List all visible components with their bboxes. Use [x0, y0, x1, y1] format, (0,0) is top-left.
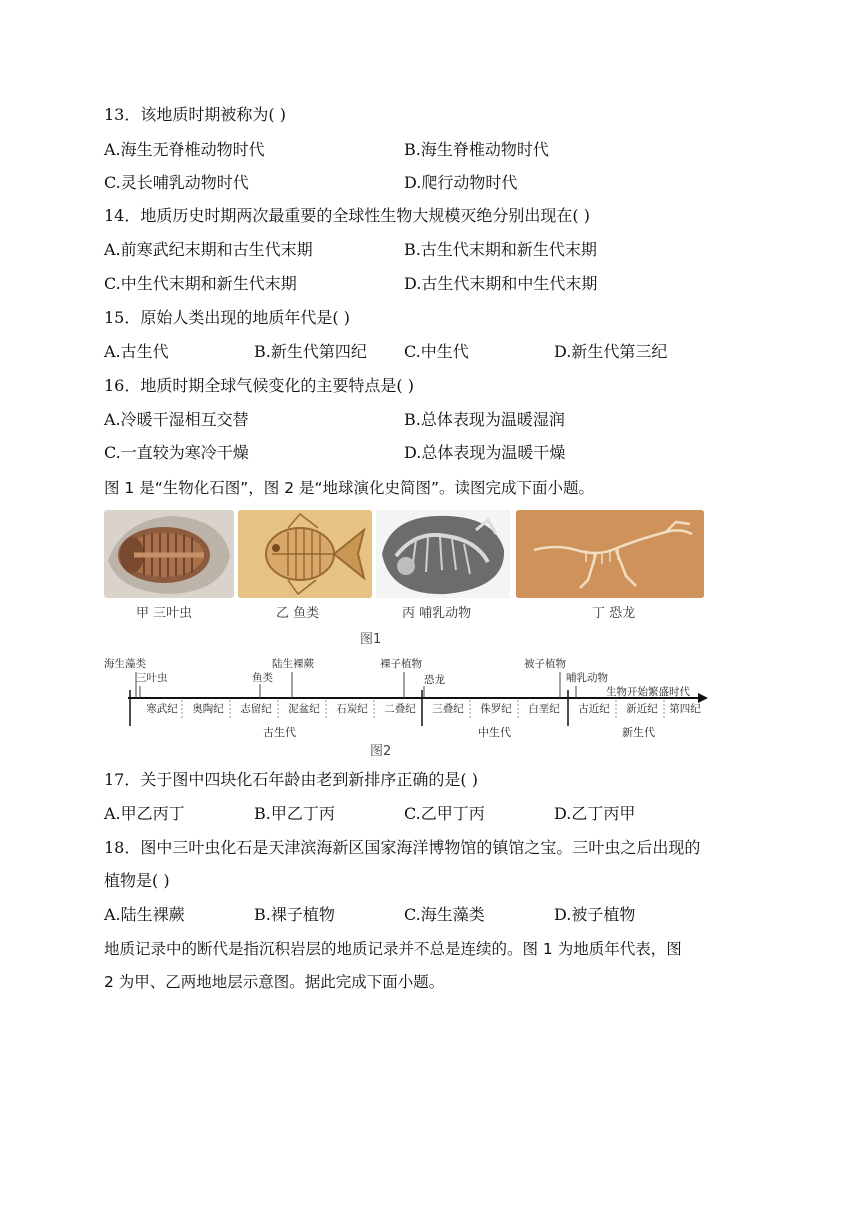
q16-option-d[interactable]: D.总体表现为温暖干燥 [404, 443, 566, 462]
question-13-stem: 13．该地质时期被称为( ) [104, 105, 286, 124]
period-permian: 二叠纪 [384, 703, 416, 715]
question-18-stem-line1: 18．图中三叶虫化石是天津滨海新区国家海洋博物馆的镇馆之宝。三叶虫之后出现的 [104, 838, 701, 857]
q17-option-d[interactable]: D.乙丁丙甲 [554, 804, 636, 823]
intro-unconformity-line2: 2 为甲、乙两地地层示意图。据此完成下面小题。 [104, 973, 445, 991]
q15-option-c[interactable]: C.中生代 [404, 342, 469, 361]
period-carboniferous: 石炭纪 [336, 703, 368, 715]
dinosaur-fossil-image [516, 510, 704, 598]
era-cenozoic: 新生代 [622, 726, 655, 739]
label-fish: 鱼类 [252, 672, 273, 684]
fish-fossil-image [238, 510, 372, 598]
q14-option-d[interactable]: D.古生代末期和中生代末期 [404, 274, 598, 293]
figure-1-title: 图1 [360, 632, 382, 647]
q18-option-b[interactable]: B.裸子植物 [254, 905, 335, 924]
question-18-stem-line2: 植物是( ) [104, 871, 170, 890]
figure-2-title: 图2 [370, 744, 392, 759]
q18-option-a[interactable]: A.陆生裸蕨 [104, 905, 185, 924]
label-mammal: 哺乳动物 [566, 672, 608, 684]
q16-option-b[interactable]: B.总体表现为温暖湿润 [404, 410, 565, 429]
q15-option-a[interactable]: A.古生代 [104, 342, 169, 361]
q14-option-b[interactable]: B.古生代末期和新生代末期 [404, 240, 597, 259]
q18-option-c[interactable]: C.海生藻类 [404, 905, 485, 924]
q13-option-d[interactable]: D.爬行动物时代 [404, 173, 518, 192]
fossil-caption-ding: 丁 恐龙 [592, 606, 636, 621]
intro-unconformity-line1: 地质记录中的断代是指沉积岩层的地质记录并不总是连续的。图 1 为地质年代表，图 [104, 940, 682, 958]
q17-option-a[interactable]: A.甲乙丙丁 [104, 804, 185, 823]
question-15-stem: 15．原始人类出现的地质年代是( ) [104, 308, 350, 327]
timeline-diagram [126, 668, 710, 728]
label-marine-algae: 海生藻类 [104, 658, 146, 670]
q14-option-c[interactable]: C.中生代末期和新生代末期 [104, 274, 297, 293]
q16-option-c[interactable]: C.一直较为寒冷干燥 [104, 443, 249, 462]
trilobite-fossil-image [104, 510, 234, 598]
fossil-caption-bing: 丙 哺乳动物 [402, 606, 472, 621]
question-14-stem: 14．地质历史时期两次最重要的全球性生物大规模灭绝分别出现在( ) [104, 206, 590, 225]
period-cambrian: 寒武纪 [146, 703, 178, 715]
period-devonian: 泥盆纪 [288, 703, 320, 715]
q18-option-d[interactable]: D.被子植物 [554, 905, 636, 924]
period-triassic: 三叠纪 [432, 703, 464, 715]
period-paleogene: 古近纪 [578, 703, 610, 715]
period-quaternary: 第四纪 [669, 703, 701, 715]
fossil-caption-yi: 乙 鱼类 [276, 606, 320, 621]
label-land-psilophyte: 陆生裸蕨 [272, 658, 314, 670]
label-trilobite: 三叶虫 [136, 672, 168, 684]
question-17-stem: 17．关于图中四块化石年龄由老到新排序正确的是( ) [104, 770, 478, 789]
q13-option-b[interactable]: B.海生脊椎动物时代 [404, 140, 549, 159]
intro-figures: 图 1 是“生物化石图”，图 2 是“地球演化史简图”。读图完成下面小题。 [104, 479, 595, 497]
q16-option-a[interactable]: A.冷暖干湿相互交替 [104, 410, 249, 429]
era-mesozoic: 中生代 [478, 726, 511, 739]
period-silurian: 志留纪 [240, 703, 272, 715]
label-life-flourishing: 生物开始繁盛时代 [606, 686, 690, 698]
q13-option-c[interactable]: C.灵长哺乳动物时代 [104, 173, 249, 192]
period-neogene: 新近纪 [626, 703, 658, 715]
mammal-fossil-image [376, 510, 510, 598]
q14-option-a[interactable]: A.前寒武纪末期和古生代末期 [104, 240, 313, 259]
period-cretaceous: 白垩纪 [528, 703, 560, 715]
q15-option-b[interactable]: B.新生代第四纪 [254, 342, 367, 361]
era-paleozoic: 古生代 [263, 726, 296, 739]
fossil-caption-jia: 甲 三叶虫 [136, 606, 193, 621]
label-angiosperm: 被子植物 [524, 658, 566, 670]
q15-option-d[interactable]: D.新生代第三纪 [554, 342, 668, 361]
q13-option-a[interactable]: A.海生无脊椎动物时代 [104, 140, 265, 159]
period-ordovician: 奥陶纪 [192, 703, 224, 715]
q17-option-b[interactable]: B.甲乙丁丙 [254, 804, 335, 823]
label-gymnosperm: 裸子植物 [380, 658, 422, 670]
q17-option-c[interactable]: C.乙甲丁丙 [404, 804, 485, 823]
label-dinosaur: 恐龙 [424, 674, 445, 686]
period-jurassic: 侏罗纪 [480, 703, 512, 715]
question-16-stem: 16．地质时期全球气候变化的主要特点是( ) [104, 376, 414, 395]
